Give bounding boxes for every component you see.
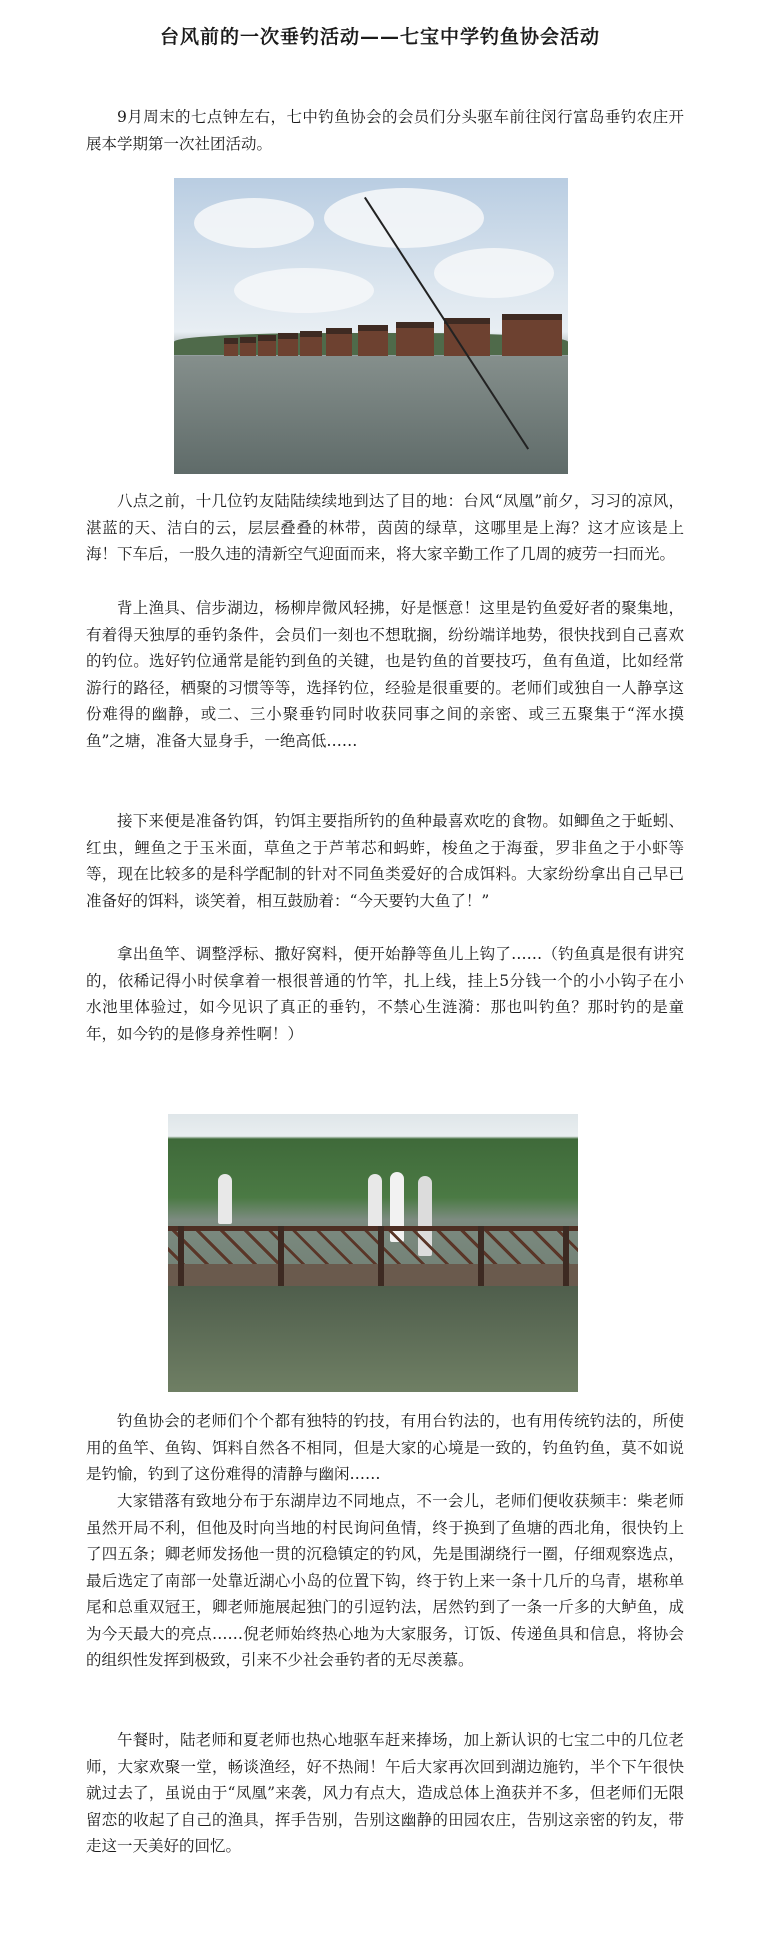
paragraph-intro: 9月周末的七点钟左右，七中钓鱼协会的会员们分头驱车前往闵行富岛垂钓农庄开展本学期第一次社团活动。 <box>86 108 684 153</box>
paragraph-bait: 接下来便是准备钓饵，钓饵主要指所钓的鱼种最喜欢吃的食物。如鲫鱼之于蚯蚓、红虫，鲤鱼之于玉米面，草鱼之于芦苇芯和蚂蚱，梭鱼之于海蚕，罗非鱼之于小虾等等，现在比较多的是科学配制的针对不同鱼类爱好的合成饵料。大家纷纷拿出自己早已准备好的饵料，谈笑着，相互鼓励着：“今天要钓大鱼了！” <box>86 812 684 910</box>
fishing-platform-photo <box>168 1114 578 1392</box>
paragraph-arrival: 八点之前，十几位钓友陆陆续续地到达了目的地：台风“凤凰”前夕，习习的凉风，湛蓝的天、洁白的云，层层叠叠的林带，茵茵的绿草，这哪里是上海？这才应该是上海！下车后，一股久违的清新空气迎面而来，将大家辛勤工作了几周的疲劳一扫而光。 <box>86 492 684 563</box>
paragraph-waiting: 拿出鱼竿、调整浮标、撒好窝料，便开始静等鱼儿上钩了……（钓鱼真是很有讲究的，依稀记得小时侯拿着一根很普通的竹竿，扎上线，挂上5分钱一个的小小钩子在小水池里体验过，如今见识了真正的垂钓，不禁心生涟漪：那也叫钓鱼？那时钓的是童年，如今钓的是修身养性啊！） <box>86 945 684 1043</box>
paragraph-choosing-spots: 背上渔具、信步湖边，杨柳岸微风轻拂，好是惬意！这里是钓鱼爱好者的聚集地，有着得天独厚的垂钓条件，会员们一刻也不想耽搁，纷纷端详地势，很快找到自己喜欢的钓位。选好钓位通常是能钓到鱼的关键，也是钓鱼的首要技巧，鱼有鱼道，比如经常游行的路径，栖聚的习惯等等，选择钓位，经验是很重要的。老师们或独自一人静享这份难得的幽静，或二、三小聚垂钓同时收获同事之间的亲密、或三五聚集于“浑水摸鱼”之塘，准备大显身手，一绝高低…… <box>86 599 684 750</box>
paragraph-techniques: 钓鱼协会的老师们个个都有独特的钓技，有用台钓法的，也有用传统钓法的，所使用的鱼竿、鱼钩、饵料自然各不相同，但是大家的心境是一致的，钓鱼钓鱼，莫不如说是钓愉，钓到了这份难得的清静与幽闲…… <box>86 1412 684 1483</box>
lake-cabins-photo <box>174 178 568 474</box>
page-title: 台风前的一次垂钓活动——七宝中学钓鱼协会活动 <box>159 26 600 48</box>
paragraph-lunch: 午餐时，陆老师和夏老师也热心地驱车赶来捧场，加上新认识的七宝二中的几位老师，大家欢聚一堂，畅谈渔经，好不热闹！午后大家再次回到湖边施钓，半个下午很快就过去了，虽说由于“凤凰”来袭，风力有点大，造成总体上渔获并不多，但老师们无限留恋的收起了自己的渔具，挥手告别，告别这幽静的田园农庄，告别这亲密的钓友，带走这一天美好的回忆。 <box>86 1731 684 1855</box>
paragraph-catches: 大家错落有致地分布于东湖岸边不同地点，不一会儿，老师们便收获频丰：柴老师虽然开局不利，但他及时向当地的村民询问鱼情，终于换到了鱼塘的西北角，很快钓上了四五条；卿老师发扬他一贯的沉稳镇定的钓风，先是围湖绕行一圈，仔细观察选点，最后选定了南部一处靠近湖心小岛的位置下钩，终于钓上来一条十几斤的乌青，堪称单尾和总重双冠王，卿老师施展起独门的引逗钓法，居然钓到了一条一斤多的大鲈鱼，成为今天最大的亮点……倪老师始终热心地为大家服务，订饭、传递鱼具和信息，将协会的组织性发挥到极致，引来不少社会垂钓者的无尽羡慕。 <box>86 1492 684 1669</box>
